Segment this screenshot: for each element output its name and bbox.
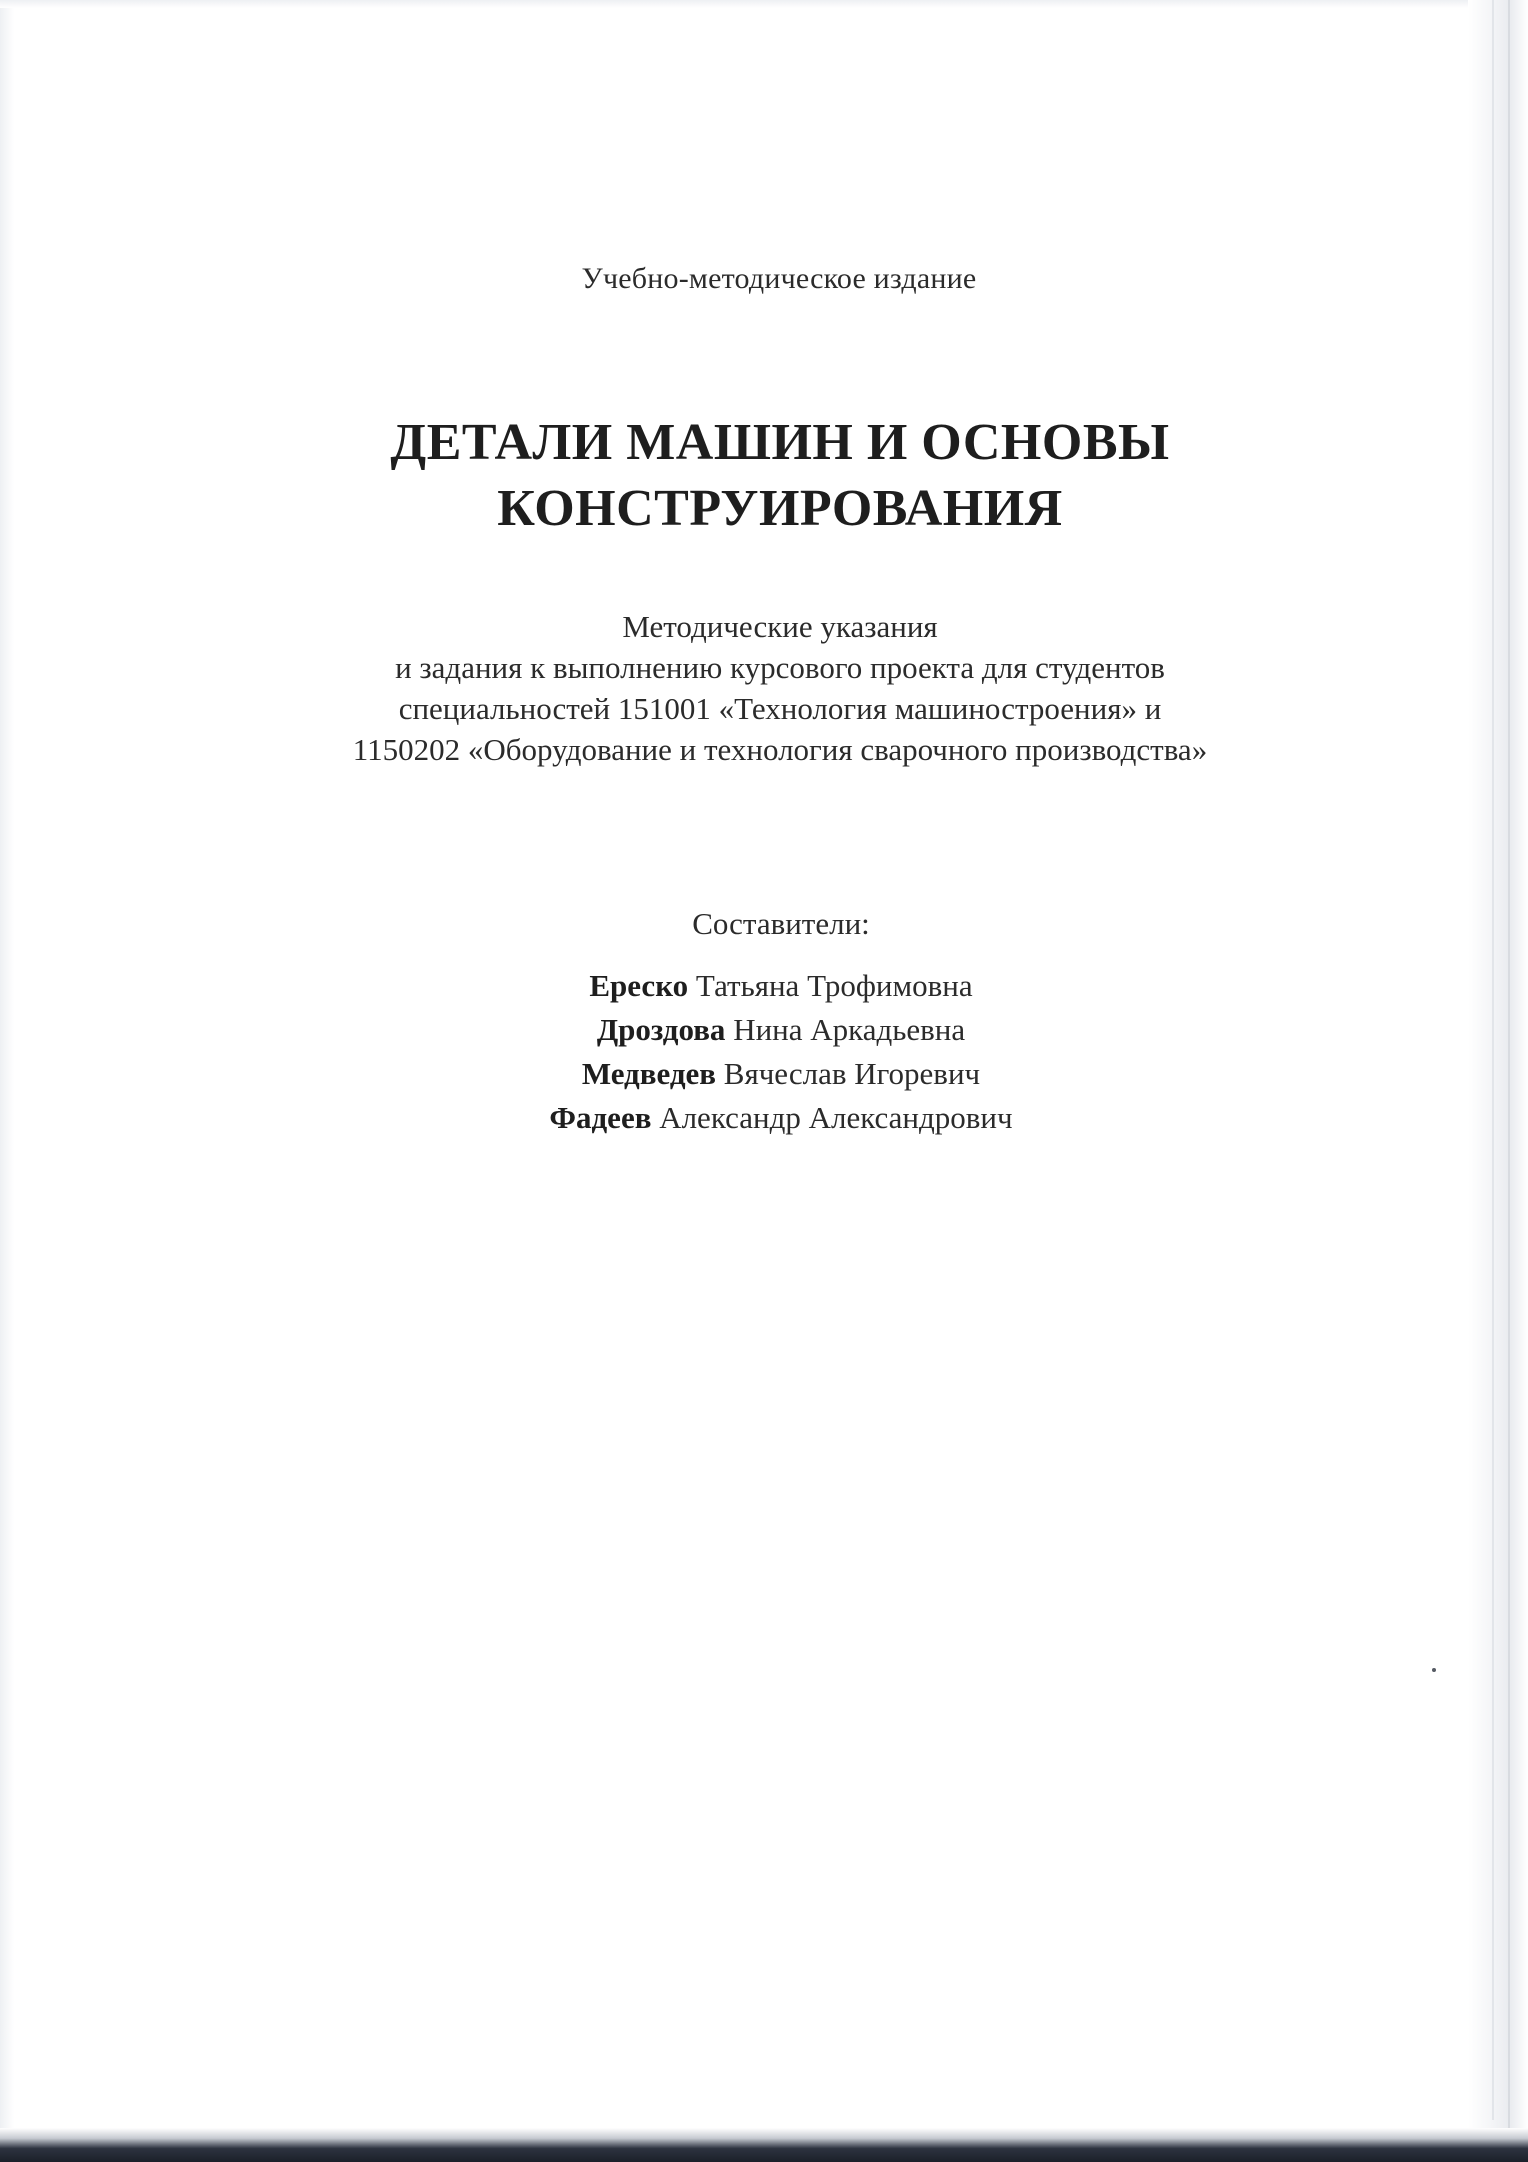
author-entry: [0, 1052, 1528, 1096]
author-entry: [0, 1008, 1528, 1052]
document-title: [0, 410, 1528, 542]
document-subtitle: [0, 606, 1528, 770]
scanner-shadow-bottom: [0, 2128, 1528, 2162]
author-surname: Дроздова: [596, 1012, 726, 1047]
subtitle-line: 1150202 «Оборудование и технология сварочного производства»: [352, 732, 1208, 767]
subtitle-line: и задания к выполнению курсового проекта для студентов: [395, 650, 1165, 685]
subtitle-line: Методические указания: [622, 609, 938, 644]
author-surname: Ереско: [589, 968, 689, 1003]
authors-list: [0, 964, 1528, 1140]
edition-type: Учебно-методическое издание: [581, 262, 977, 295]
title-line: ДЕТАЛИ МАШИН И ОСНОВЫ: [390, 414, 1170, 471]
paper-edge-top: [0, 0, 1528, 8]
author-given-name: Александр Александрович: [659, 1100, 1013, 1135]
author-given-name: Вячеслав Игоревич: [723, 1056, 981, 1091]
author-entry: [0, 964, 1528, 1008]
title-line: КОНСТРУИРОВАНИЯ: [497, 480, 1063, 537]
author-given-name: Татьяна Трофимовна: [695, 968, 973, 1003]
author-surname: Фадеев: [549, 1100, 652, 1135]
author-surname: Медведев: [581, 1056, 717, 1091]
authors-label: Составители:: [692, 906, 870, 941]
scan-speck: [1432, 1668, 1436, 1672]
subtitle-line: специальностей 151001 «Технология машиностроения» и: [398, 691, 1162, 726]
author-given-name: Нина Аркадьевна: [733, 1012, 966, 1047]
author-entry: [0, 1096, 1528, 1140]
